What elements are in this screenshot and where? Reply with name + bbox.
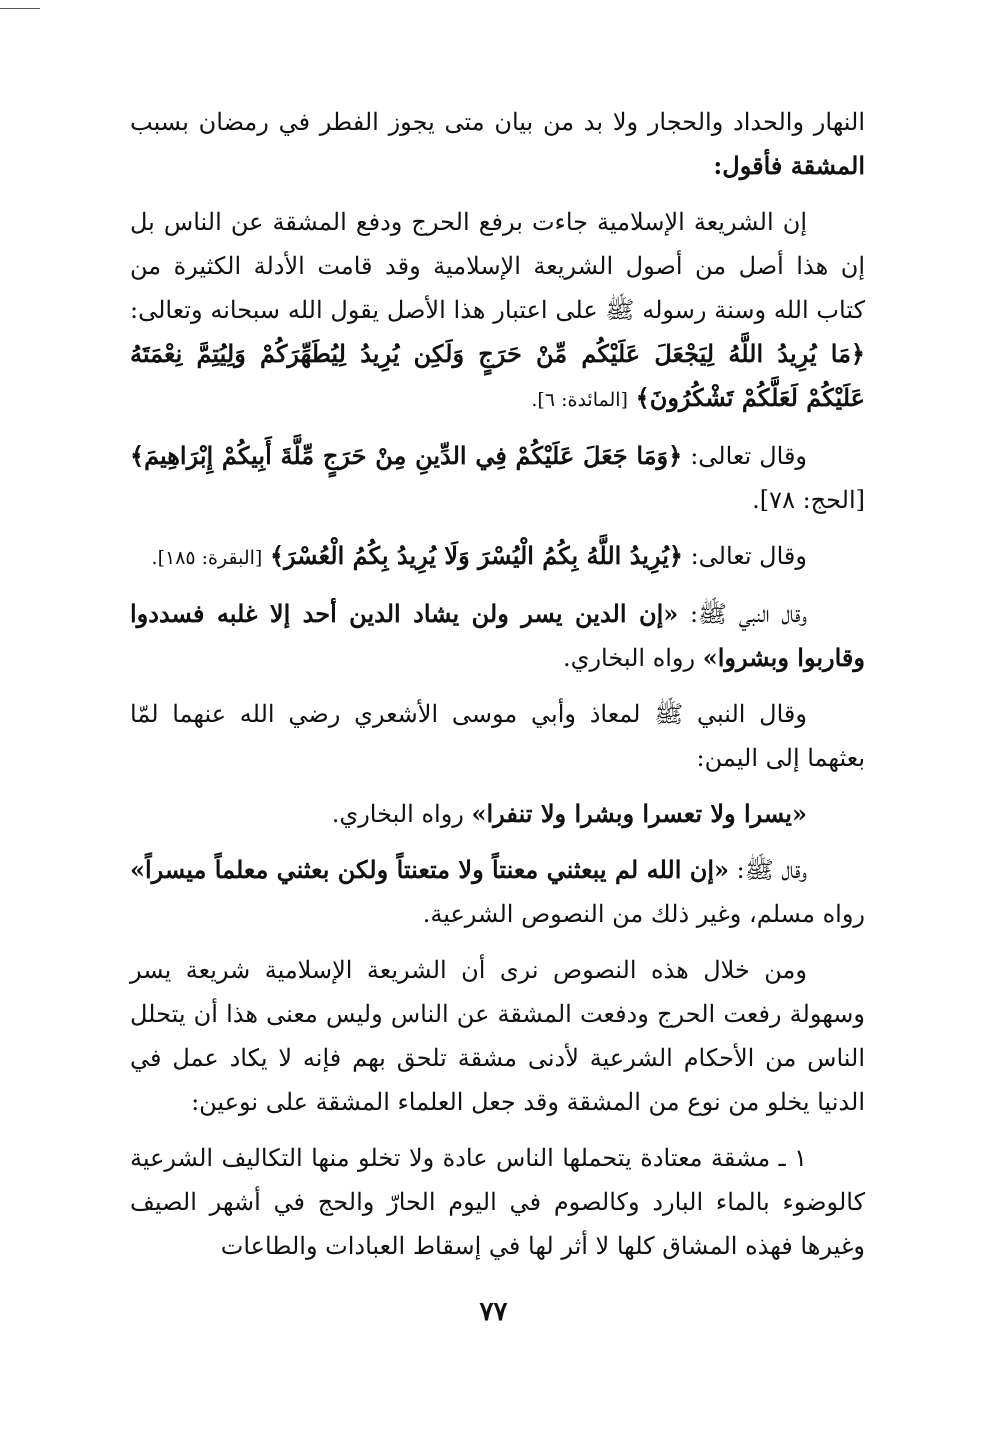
paragraph-hajj-verse	[130, 434, 865, 522]
quran-verse-hajj: ﴿وَمَا جَعَلَ عَلَيْكُمْ فِي الدِّينِ مِنْ حَرَجٍ مِّلَّةَ أَبِيكُمْ إِبْرَاهِيمَ﴾	[130, 441, 683, 470]
conclusion-text: ومن خلال هذه النصوص نرى أن الشريعة الإسلامية شريعة يسر وسهولة رفعت الحرج ودفعت المشقة عن الناس وليس معنى هذا أن يتحلل الناس من الأحكام الشرعية لأدنى مشقة تلحق بهم فإنه لا يكاد عمل في الدنيا يخلو من نوع من المشقة وقد جعل العلماء المشقة على نوعين:	[130, 956, 865, 1116]
citation-hajj: [الحج: ٧٨].	[752, 486, 865, 514]
principle-text: إن الشريعة الإسلامية جاءت برفع الحرج ودفع المشقة عن الناس بل إن هذا أصل من أصول الشريعة الإسلامية وقد قامت الأدلة الكثيرة من كتاب الله وسنة رسوله ﷺ على اعتبار هذا الأصل يقول الله سبحانه وتعالى:	[130, 208, 865, 324]
paragraph-hadith-religion-ease	[130, 592, 865, 680]
hadith-2-source: رواه البخاري.	[331, 800, 472, 828]
page-body	[130, 100, 865, 1280]
hadith-3-intro: وقال ﷺ:	[729, 856, 807, 884]
scan-corner-mark	[0, 8, 40, 9]
page-number: ٧٧	[479, 1297, 508, 1327]
paragraph-intro	[130, 100, 865, 188]
hadith-1-text: «إن الدين يسر ولن يشاد الدين أحد إلا غلبه فسددوا وقاربوا وبشروا»	[130, 599, 865, 672]
hajj-intro: وقال تعالى:	[682, 442, 808, 470]
paragraph-baqarah-verse	[130, 534, 865, 580]
quran-verse-baqarah: ﴿يُرِيدُ اللَّهُ بِكُمُ الْيُسْرَ وَلَا يُرِيدُ بِكُمُ الْعُسْرَ﴾	[269, 541, 683, 570]
citation-maidah: [المائدة: ٦].	[531, 389, 628, 411]
intro-bold-text: المشقة فأقول:	[713, 151, 865, 180]
baqarah-intro: وقال تعالى:	[682, 542, 807, 570]
quran-verse-maidah: ﴿مَا يُرِيدُ اللَّهُ لِيَجْعَلَ عَلَيْكُم مِّنْ حَرَجٍ وَلَكِن يُرِيدُ لِيُطَهِّرَكُمْ وَلِيُتِمَّ نِعْمَتَهُ عَلَيْكُمْ لَعَلَّكُمْ تَشْكُرُونَ﴾	[130, 339, 865, 412]
paragraph-muadh-abu-musa	[130, 692, 865, 780]
paragraph-hadith-yassira	[130, 792, 865, 836]
hadith-2-text: «يسرا ولا تعسرا وبشرا ولا تنفرا»	[471, 799, 807, 828]
hadith-3-source: رواه مسلم، وغير ذلك من النصوص الشرعية.	[422, 900, 865, 928]
paragraph-hadith-muallim	[130, 848, 865, 936]
paragraph-conclusion	[130, 948, 865, 1124]
hadith-1-intro: وقال النبي ﷺ:	[678, 600, 807, 628]
hardship-type-1-text: ١ ـ مشقة معتادة يتحملها الناس عادة ولا تخلو منها التكاليف الشرعية كالوضوء بالماء البارد وكالصوم في اليوم الحارّ والحج في أشهر الصيف وغيرها فهذه المشاق كلها لا أثر لها في إسقاط العبادات والطاعات	[130, 1144, 865, 1260]
paragraph-hardship-type-1	[130, 1136, 865, 1268]
paragraph-sharia-principle	[130, 200, 865, 422]
hadith-3-text: «إن الله لم يبعثني معنتاً ولا متعنتاً ولكن بعثني معلماً ميسراً»	[129, 855, 730, 884]
hadith-1-source: رواه البخاري.	[563, 644, 703, 672]
muadh-intro: وقال النبي ﷺ لمعاذ وأبي موسى الأشعري رضي الله عنهما لمّا بعثهما إلى اليمن:	[130, 700, 865, 772]
citation-baqarah: [البقرة: ١٨٥].	[151, 547, 263, 569]
intro-text: النهار والحداد والحجار ولا بد من بيان متى يجوز الفطر في رمضان بسبب	[130, 108, 865, 136]
